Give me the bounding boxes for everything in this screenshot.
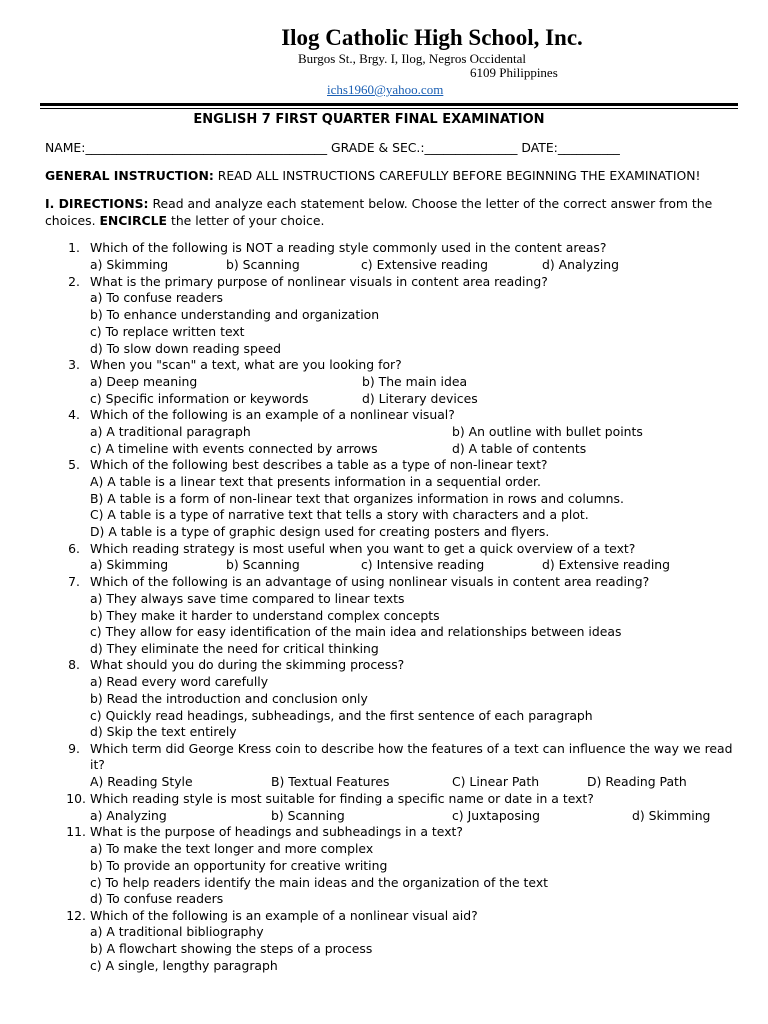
choice-c[interactable]: c) A single, lengthy paragraph <box>90 958 278 973</box>
question-number: 12. <box>66 908 86 923</box>
choice-b[interactable]: b) The main idea <box>362 374 468 389</box>
choice-d[interactable]: d) A table of contents <box>452 441 587 456</box>
choice-b[interactable]: b) To enhance understanding and organization <box>90 307 380 322</box>
choice-a[interactable]: a) Read every word carefully <box>90 674 269 689</box>
choice-d[interactable]: d) To slow down reading speed <box>90 341 281 356</box>
question-number: 2. <box>68 274 80 289</box>
question-text: Which of the following is an example of a nonlinear visual aid? <box>90 908 478 923</box>
choice-a[interactable]: a) To make the text longer and more complex <box>90 841 374 856</box>
directions-text-rest: the letter of your choice. <box>167 213 325 228</box>
question-text: Which of the following best describes a table as a type of non-linear text? <box>90 457 548 472</box>
choice-d[interactable]: d) They eliminate the need for critical thinking <box>90 641 379 656</box>
school-address-country: 6109 Philippines <box>470 65 558 80</box>
choice-a[interactable]: A) A table is a linear text that presents information in a sequential order. <box>90 474 541 489</box>
general-instruction-text: READ ALL INSTRUCTIONS CAREFULLY BEFORE BEGINNING THE EXAMINATION! <box>217 168 701 183</box>
general-instruction-label: GENERAL INSTRUCTION: <box>45 168 214 183</box>
question-text: Which reading strategy is most useful when you want to get a quick overview of a text? <box>90 541 636 556</box>
choice-c[interactable]: c) A timeline with events connected by arrows <box>90 441 378 456</box>
choice-b[interactable]: B) Textual Features <box>271 774 390 789</box>
choice-d[interactable]: d) Extensive reading <box>542 557 670 572</box>
question-text: Which of the following is NOT a reading style commonly used in the content areas? <box>90 240 607 255</box>
question-number: 10. <box>66 791 86 806</box>
choice-c[interactable]: c) To replace written text <box>90 324 245 339</box>
school-name: Ilog Catholic High School, Inc. <box>281 25 583 50</box>
choice-a[interactable]: a) To confuse readers <box>90 290 223 305</box>
choice-b[interactable]: b) Scanning <box>226 557 300 572</box>
header-divider-thick <box>40 103 738 106</box>
question-number: 5. <box>68 457 80 472</box>
choice-c[interactable]: c) Quickly read headings, subheadings, and the first sentence of each paragraph <box>90 708 593 723</box>
question-text: Which of the following is an advantage of using nonlinear visuals in content area reading? <box>90 574 650 589</box>
choice-a[interactable]: a) Skimming <box>90 557 169 572</box>
choice-c[interactable]: c) Intensive reading <box>361 557 485 572</box>
choice-d[interactable]: d) Skip the text entirely <box>90 724 237 739</box>
question-number: 4. <box>68 407 80 422</box>
choice-c[interactable]: C) A table is a type of narrative text that tells a story with characters and a plot. <box>90 507 589 522</box>
school-address-line: Burgos St., Brgy. I, Ilog, Negros Occidental <box>298 51 526 66</box>
question-text: Which of the following is an example of a nonlinear visual? <box>90 407 455 422</box>
choice-c[interactable]: C) Linear Path <box>452 774 540 789</box>
question-text: When you "scan" a text, what are you looking for? <box>90 357 402 372</box>
question-text: What is the purpose of headings and subheadings in a text? <box>90 824 463 839</box>
directions-text: Read and analyze each statement below. Choose the letter of the correct answer from the <box>152 196 713 211</box>
question-number: 9. <box>68 741 80 756</box>
choice-b[interactable]: b) Scanning <box>271 808 345 823</box>
question-number: 7. <box>68 574 80 589</box>
choice-a[interactable]: a) A traditional paragraph <box>90 424 251 439</box>
choice-d[interactable]: d) Analyzing <box>542 257 619 272</box>
choice-d[interactable]: D) A table is a type of graphic design used for creating posters and flyers. <box>90 524 550 539</box>
choice-b[interactable]: b) To provide an opportunity for creative writing <box>90 858 388 873</box>
choice-b[interactable]: b) A flowchart showing the steps of a process <box>90 941 373 956</box>
directions-text-choices: choices. <box>45 213 100 228</box>
choice-c[interactable]: c) To help readers identify the main ideas and the organization of the text <box>90 875 549 890</box>
question-text-continued: it? <box>90 757 105 772</box>
choice-b[interactable]: b) Scanning <box>226 257 300 272</box>
choice-a[interactable]: a) Deep meaning <box>90 374 198 389</box>
question-text: What should you do during the skimming process? <box>90 657 405 672</box>
choice-b[interactable]: b) An outline with bullet points <box>452 424 643 439</box>
choice-a[interactable]: a) A traditional bibliography <box>90 924 264 939</box>
school-email-link[interactable]: ichs1960@yahoo.com <box>327 82 444 97</box>
choice-b[interactable]: B) A table is a form of non-linear text that organizes information in rows and columns. <box>90 491 624 506</box>
question-number: 3. <box>68 357 80 372</box>
question-number: 8. <box>68 657 80 672</box>
question-text: What is the primary purpose of nonlinear visuals in content area reading? <box>90 274 548 289</box>
choice-a[interactable]: a) Analyzing <box>90 808 167 823</box>
choice-c[interactable]: c) Extensive reading <box>361 257 488 272</box>
question-number: 11. <box>66 824 86 839</box>
choice-b[interactable]: b) They make it harder to understand complex concepts <box>90 608 440 623</box>
question-number: 1. <box>68 240 80 255</box>
choice-d[interactable]: d) Literary devices <box>362 391 478 406</box>
choice-c[interactable]: c) Juxtaposing <box>452 808 540 823</box>
choice-c[interactable]: c) Specific information or keywords <box>90 391 309 406</box>
question-text: Which term did George Kress coin to describe how the features of a text can influence the way we read <box>90 741 733 756</box>
directions-label: I. DIRECTIONS: <box>45 196 149 211</box>
choice-c[interactable]: c) They allow for easy identification of the main idea and relationships between ideas <box>90 624 622 639</box>
header-divider-thin <box>40 108 738 109</box>
choice-a[interactable]: a) They always save time compared to linear texts <box>90 591 405 606</box>
directions-encircle: ENCIRCLE <box>99 213 168 228</box>
choice-a[interactable]: A) Reading Style <box>90 774 193 789</box>
choice-a[interactable]: a) Skimming <box>90 257 169 272</box>
choice-d[interactable]: d) Skimming <box>632 808 711 823</box>
student-info-fields: NAME:_______________________________________ GRADE & SEC.:_______________ DATE:__________ <box>45 140 620 155</box>
exam-title: ENGLISH 7 FIRST QUARTER FINAL EXAMINATION <box>193 112 545 127</box>
question-number: 6. <box>68 541 80 556</box>
choice-d[interactable]: d) To confuse readers <box>90 891 224 906</box>
question-text: Which reading style is most suitable for finding a specific name or date in a text? <box>90 791 594 806</box>
choice-b[interactable]: b) Read the introduction and conclusion only <box>90 691 368 706</box>
choice-d[interactable]: D) Reading Path <box>587 774 687 789</box>
